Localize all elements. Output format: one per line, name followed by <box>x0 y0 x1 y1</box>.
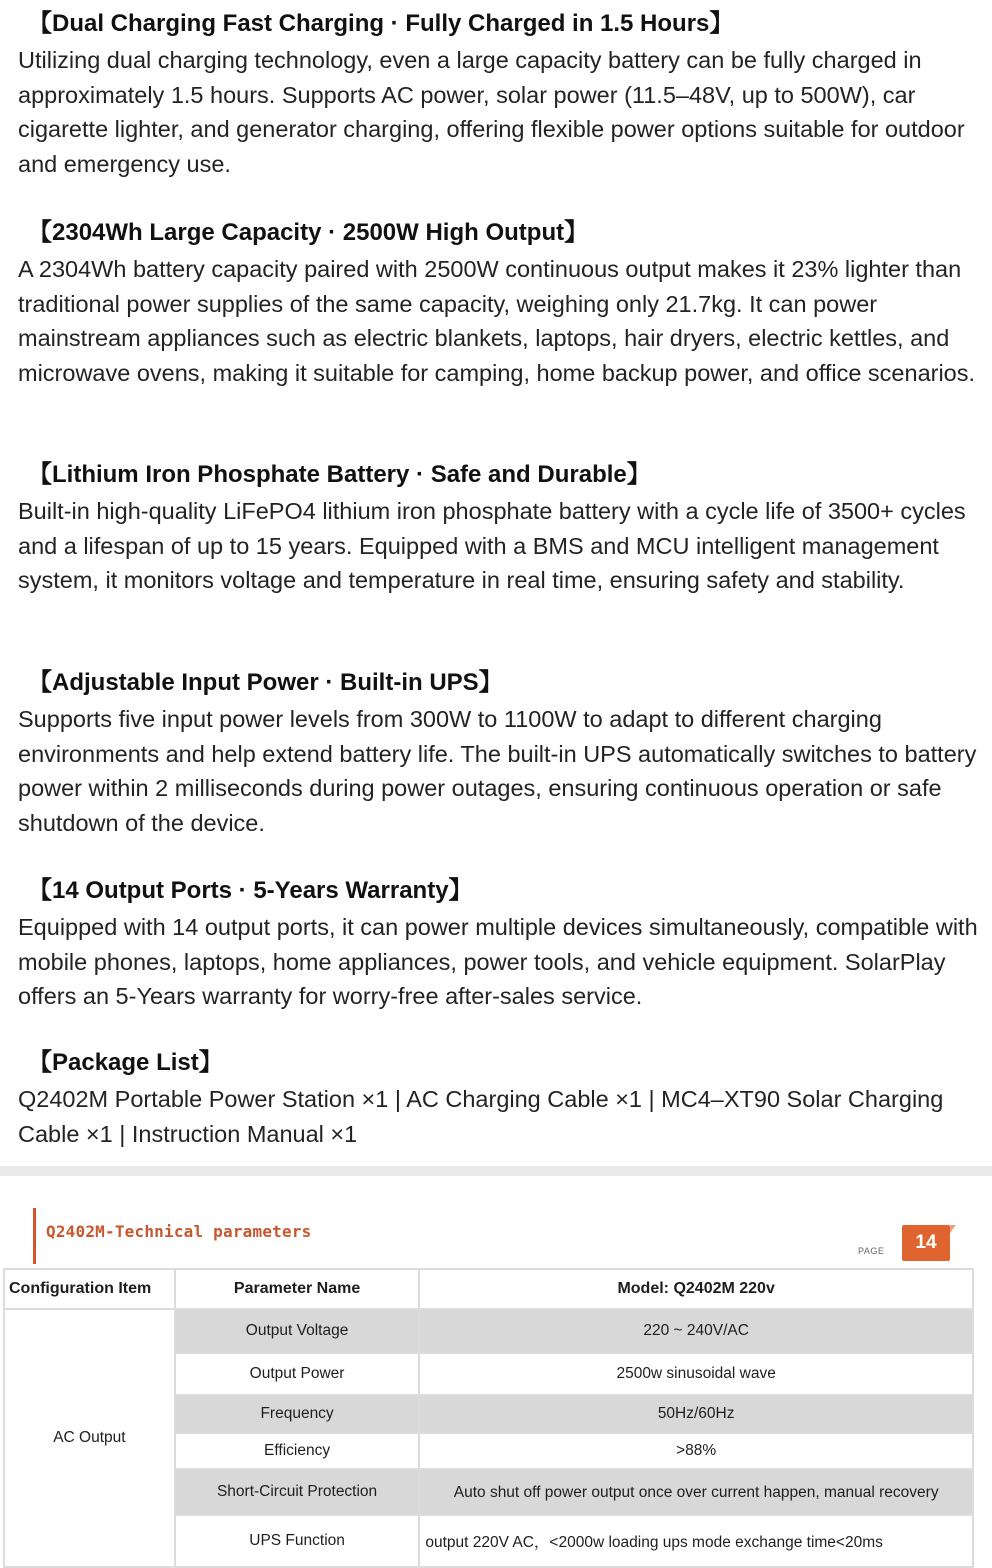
feature-capacity <box>18 217 984 390</box>
feature-body: A 2304Wh battery capacity paired with 2500W continuous output makes it 23% lighter than traditional power supplies of the same capacity, weighing only 21.7kg. It can power mainstream appliances such as electric blankets, laptops, hair dryers, electric kettles, and microwave ovens, making it suitable for camping, home backup power, and office scenarios. <box>18 256 976 386</box>
table-header-row <box>4 1269 973 1309</box>
config-group-ac-output: AC Output <box>4 1309 175 1567</box>
param-value: output 220V AC，<2000w loading ups mode exchange time<20ms <box>419 1515 973 1567</box>
param-value: 50Hz/60Hz <box>419 1395 973 1433</box>
feature-package-list <box>18 1047 984 1151</box>
header-model: Model: Q2402M 220v <box>419 1269 973 1309</box>
spec-sheet <box>0 1176 992 1564</box>
title-accent-bar <box>33 1208 36 1264</box>
header-parameter-name: Parameter Name <box>175 1269 420 1309</box>
feature-body: Q2402M Portable Power Station ×1 | AC Charging Cable ×1 | MC4–XT90 Solar Charging Cable ×1 | Instruction Manual ×1 <box>18 1086 944 1147</box>
param-name: Efficiency <box>175 1433 420 1469</box>
feature-heading: 【Lithium Iron Phosphate Battery · Safe and Durable】 <box>28 461 651 488</box>
feature-heading: 【2304Wh Large Capacity · 2500W High Output】 <box>28 219 589 246</box>
spec-title: Q2402M-Technical parameters <box>46 1222 312 1241</box>
param-name: Output Voltage <box>175 1309 420 1353</box>
spec-table <box>3 1268 974 1568</box>
section-divider <box>0 1166 992 1176</box>
feature-heading: 【Adjustable Input Power · Built-in UPS】 <box>28 669 503 696</box>
feature-dual-charging <box>18 8 984 181</box>
page-label: PAGE <box>858 1246 885 1256</box>
page-number-badge: 14 <box>902 1225 950 1261</box>
param-value: 2500w sinusoidal wave <box>419 1353 973 1395</box>
param-value: >88% <box>419 1433 973 1469</box>
feature-heading: 【Dual Charging Fast Charging · Fully Charged in 1.5 Hours】 <box>28 10 734 37</box>
feature-input-power <box>18 667 984 840</box>
feature-body: Supports five input power levels from 300W to 1100W to adapt to different charging environments and help extend battery life. The built-in UPS automatically switches to battery power within 2 milliseconds during power outages, ensuring continuous operation or safe shutdown of the device. <box>18 706 977 836</box>
feature-body: Equipped with 14 output ports, it can power multiple devices simultaneously, compatible with mobile phones, laptops, home appliances, power tools, and vehicle equipment. SolarPlay offers an 5-Years warranty for worry-free after-sales service. <box>18 914 978 1010</box>
header-config-item: Configuration Item <box>4 1269 175 1309</box>
param-value: Auto shut off power output once over current happen, manual recovery <box>419 1469 973 1515</box>
feature-heading: 【Package List】 <box>28 1049 223 1076</box>
feature-heading: 【14 Output Ports · 5-Years Warranty】 <box>28 877 473 904</box>
feature-output-ports <box>18 875 984 1014</box>
feature-body: Built-in high-quality LiFePO4 lithium iron phosphate battery with a cycle life of 3500+ cycles and a lifespan of up to 15 years. Equipped with a BMS and MCU intelligent management system, it monitors voltage and temperature in real time, ensuring safety and stability. <box>18 498 966 594</box>
param-name: Frequency <box>175 1395 420 1433</box>
param-name: UPS Function <box>175 1515 420 1567</box>
param-value: 220 ~ 240V/AC <box>419 1309 973 1353</box>
param-name: Short-Circuit Protection <box>175 1469 420 1515</box>
param-name: Output Power <box>175 1353 420 1395</box>
table-row <box>4 1309 973 1353</box>
feature-body: Utilizing dual charging technology, even a large capacity battery can be fully charged in approximately 1.5 hours. Supports AC power, solar power (11.5–48V, up to 500W), car cigarette lighter, and generator charging, offering flexible power options suitable for outdoor and emergency use. <box>18 47 965 177</box>
feature-battery <box>18 459 984 598</box>
